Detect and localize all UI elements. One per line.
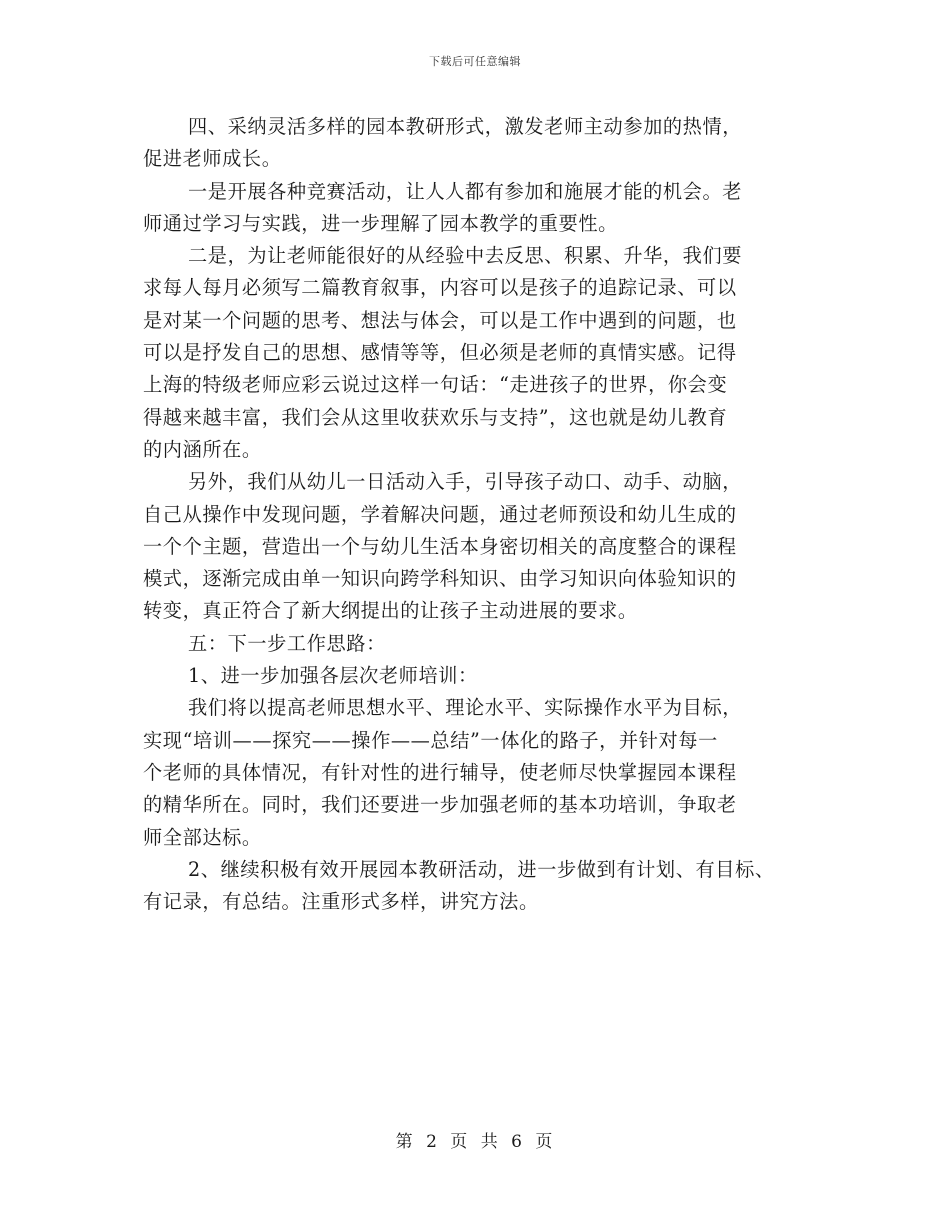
text-line: 师全部达标。 (143, 825, 262, 849)
document-body (143, 111, 833, 918)
text-line: 的精华所在。同时，我们还要进一步加强老师的基本功培训，争取老 (143, 793, 737, 817)
text-line: 模式，逐渐完成由单一知识向跨学科知识、由学习知识向体验知识的 (143, 567, 737, 591)
page-number: 第 2 页 共 6 页 (395, 1132, 555, 1152)
text-line: 实现“培训——探究——操作——总结”一体化的路子，并针对每一 (143, 728, 718, 752)
text-line: 求每人每月必须写二篇教育叙事，内容可以是孩子的追踪记录、可以 (143, 276, 737, 300)
text-line: 另外，我们从幼儿一日活动入手，引导孩子动口、动手、动脑， (188, 470, 743, 494)
text-line: 有记录，有总结。注重形式多样，讲究方法。 (143, 890, 539, 914)
text-line: 五：下一步工作思路： (188, 631, 386, 655)
text-line: 可以是抒发自己的思想、感情等等，但必须是老师的真情实感。记得 (143, 341, 737, 365)
text-line: 2、继续积极有效开展园本教研活动，进一步做到有计划、有目标、 (188, 857, 775, 881)
text-line: 二是，为让老师能很好的从经验中去反思、积累、升华，我们要 (188, 244, 743, 268)
text-line: 上海的特级老师应彩云说过这样一句话：“走进孩子的世界，你会变 (143, 373, 728, 397)
text-line: 个老师的具体情况，有针对性的进行辅导，使老师尽快掌握园本课程 (143, 760, 737, 784)
text-line: 四、采纳灵活多样的园本教研形式，激发老师主动参加的热情， (188, 115, 743, 138)
text-line: 一是开展各种竞赛活动，让人人都有参加和施展才能的机会。老 (188, 179, 743, 203)
page-header-note: 下载后可任意编辑 (429, 55, 521, 68)
text-line: 是对某一个问题的思考、想法与体会，可以是工作中遇到的问题，也 (143, 308, 737, 332)
text-line: 1、进一步加强各层次老师培训： (188, 664, 478, 688)
text-line: 得越来越丰富，我们会从这里收获欢乐与支持”，这也就是幼儿教育 (143, 405, 728, 429)
text-line: 转变，真正符合了新大纲提出的让孩子主动进展的要求。 (143, 599, 638, 623)
text-line: 促进老师成长。 (143, 147, 282, 171)
text-line: 师通过学习与实践，进一步理解了园本教学的重要性。 (143, 211, 618, 235)
text-line: 我们将以提高老师思想水平、理论水平、实际操作水平为目标， (188, 696, 743, 720)
text-line: 自己从操作中发现问题，学着解决问题，通过老师预设和幼儿生成的 (143, 502, 737, 526)
text-line: 一个个主题，营造出一个与幼儿生活本身密切相关的高度整合的课程 (143, 534, 737, 558)
text-line: 的内涵所在。 (143, 437, 262, 461)
